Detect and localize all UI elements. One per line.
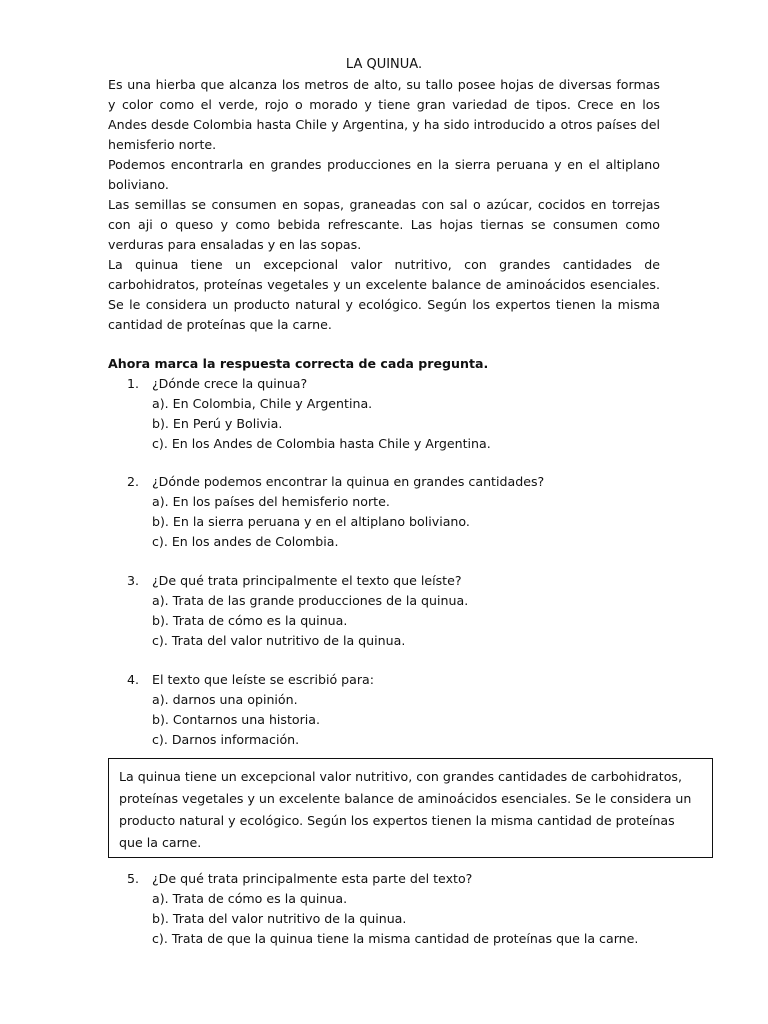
answer-option-a[interactable]: a). En Colombia, Chile y Argentina. — [152, 396, 373, 411]
quoted-text-box: La quinua tiene un excepcional valor nutritivo, con grandes cantidades de carbohidratos, proteínas vegetales y un excelente balance de aminoácidos esenciales. Se le considera un producto natural y ecológico. Según los expertos tienen la misma cantidad de proteínas que la carne. — [108, 758, 713, 858]
answer-option-a[interactable]: a). darnos una opinión. — [152, 692, 298, 707]
answer-option-b[interactable]: b). Contarnos una historia. — [152, 712, 321, 727]
question-line — [127, 374, 727, 394]
question-4 — [127, 670, 727, 750]
answer-option-b[interactable]: b). Trata del valor nutritivo de la quinua. — [152, 911, 407, 926]
question-text: ¿Dónde podemos encontrar la quinua en grandes cantidades? — [152, 474, 545, 489]
question-number: 4. — [127, 672, 140, 687]
answer-option-c[interactable]: c). Trata de que la quinua tiene la misma cantidad de proteínas que la carne. — [152, 931, 639, 946]
paragraph: Es una hierba que alcanza los metros de alto, su tallo posee hojas de diversas formas y color como el verde, rojo o morado y tiene gran variedad de tipos. Crece en los Andes desde Colombia hasta Chile y Argentina, y ha sido introducido a otros países del hemisferio norte. — [108, 77, 660, 152]
question-line — [127, 571, 727, 591]
instruction-heading: Ahora marca la respuesta correcta de cada pregunta. — [108, 356, 489, 371]
answer-option-a[interactable]: a). En los países del hemisferio norte. — [152, 494, 390, 509]
answer-option-c[interactable]: c). En los andes de Colombia. — [152, 534, 339, 549]
paragraph: La quinua tiene un excepcional valor nutritivo, con grandes cantidades de carbohidratos, proteínas vegetales y un excelente balance de aminoácidos esenciales. Se le considera un producto natural y ecológico. Según los expertos tienen la misma cantidad de proteínas que la carne. — [108, 257, 660, 332]
question-line — [127, 472, 727, 492]
question-text: ¿Dónde crece la quinua? — [152, 376, 308, 391]
question-text: ¿De qué trata principalmente esta parte del texto? — [152, 871, 473, 886]
paragraph: Las semillas se consumen en sopas, graneadas con sal o azúcar, cocidos en torrejas con aji o queso y como bebida refrescante. Las hojas tiernas se consumen como verduras para ensaladas y en las sopas. — [108, 197, 660, 252]
answer-option-c[interactable]: c). Trata del valor nutritivo de la quinua. — [152, 633, 406, 648]
document-title: LA QUINUA. — [345, 57, 423, 72]
question-number: 2. — [127, 474, 140, 489]
answer-option-c[interactable]: c). Darnos información. — [152, 732, 300, 747]
question-number: 5. — [127, 871, 140, 886]
answer-option-c[interactable]: c). En los Andes de Colombia hasta Chile y Argentina. — [152, 436, 491, 451]
question-line — [127, 670, 727, 690]
answer-option-b[interactable]: b). En Perú y Bolivia. — [152, 416, 283, 431]
question-text: ¿De qué trata principalmente el texto que leíste? — [152, 573, 462, 588]
question-text: El texto que leíste se escribió para: — [152, 672, 375, 687]
answer-option-b[interactable]: b). En la sierra peruana y en el altiplano boliviano. — [152, 514, 470, 529]
question-1 — [127, 374, 727, 454]
answer-option-a[interactable]: a). Trata de las grande producciones de la quinua. — [152, 593, 469, 608]
answer-option-a[interactable]: a). Trata de cómo es la quinua. — [152, 891, 348, 906]
question-number: 1. — [127, 376, 140, 391]
intro-text — [108, 75, 660, 335]
answer-option-b[interactable]: b). Trata de cómo es la quinua. — [152, 613, 348, 628]
question-3 — [127, 571, 727, 651]
question-5 — [127, 869, 727, 949]
question-2 — [127, 472, 727, 552]
question-number: 3. — [127, 573, 140, 588]
paragraph: Podemos encontrarla en grandes producciones en la sierra peruana y en el altiplano boliviano. — [108, 157, 660, 192]
question-line — [127, 869, 727, 889]
